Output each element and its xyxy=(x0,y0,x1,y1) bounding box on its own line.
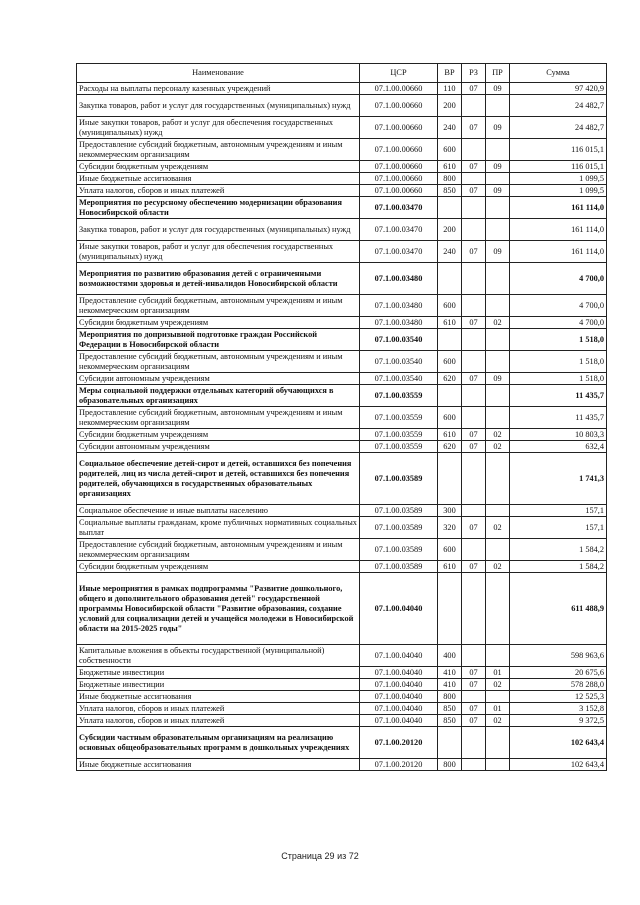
table-row xyxy=(77,329,607,351)
cell-sum: 4 700,0 xyxy=(510,295,607,317)
cell-csr: 07.1.00.20120 xyxy=(360,727,438,759)
cell-rz xyxy=(462,173,486,185)
cell-sum: 1 518,0 xyxy=(510,329,607,351)
header-name: Наименование xyxy=(77,64,360,83)
header-csr: ЦСР xyxy=(360,64,438,83)
cell-rz: 07 xyxy=(462,185,486,197)
header-vr: ВР xyxy=(438,64,462,83)
cell-vr: 800 xyxy=(438,759,462,771)
table-row xyxy=(77,505,607,517)
cell-vr xyxy=(438,727,462,759)
cell-rz xyxy=(462,139,486,161)
cell-name: Иные бюджетные ассигнования xyxy=(77,691,360,703)
cell-sum: 102 643,4 xyxy=(510,759,607,771)
cell-sum: 4 700,0 xyxy=(510,263,607,295)
cell-name: Уплата налогов, сборов и иных платежей xyxy=(77,715,360,727)
table-row xyxy=(77,185,607,197)
cell-sum: 97 420,9 xyxy=(510,83,607,95)
cell-name: Социальные выплаты гражданам, кроме публичных нормативных социальных выплат xyxy=(77,517,360,539)
cell-vr: 850 xyxy=(438,715,462,727)
cell-name: Капитальные вложения в объекты государственной (муниципальной) собственности xyxy=(77,645,360,667)
budget-table xyxy=(76,63,607,771)
cell-pr: 01 xyxy=(486,703,510,715)
cell-sum: 157,1 xyxy=(510,505,607,517)
cell-vr: 800 xyxy=(438,173,462,185)
cell-name: Уплата налогов, сборов и иных платежей xyxy=(77,703,360,715)
cell-pr: 09 xyxy=(486,117,510,139)
table-row xyxy=(77,161,607,173)
cell-sum: 4 700,0 xyxy=(510,317,607,329)
cell-rz: 07 xyxy=(462,373,486,385)
cell-csr: 07.1.00.00660 xyxy=(360,95,438,117)
cell-vr: 110 xyxy=(438,83,462,95)
cell-pr xyxy=(486,385,510,407)
table-header xyxy=(77,64,607,83)
cell-vr: 400 xyxy=(438,645,462,667)
table-row xyxy=(77,219,607,241)
table-row xyxy=(77,441,607,453)
cell-name: Субсидии бюджетным учреждениям xyxy=(77,429,360,441)
cell-csr: 07.1.00.03480 xyxy=(360,317,438,329)
cell-csr: 07.1.00.20120 xyxy=(360,759,438,771)
cell-name: Субсидии бюджетным учреждениям xyxy=(77,317,360,329)
cell-csr: 07.1.00.03559 xyxy=(360,441,438,453)
cell-vr: 850 xyxy=(438,703,462,715)
cell-rz xyxy=(462,295,486,317)
table-row xyxy=(77,645,607,667)
cell-rz xyxy=(462,197,486,219)
cell-sum: 1 099,5 xyxy=(510,185,607,197)
cell-csr: 07.1.00.03559 xyxy=(360,429,438,441)
table-row xyxy=(77,715,607,727)
cell-csr: 07.1.00.04040 xyxy=(360,691,438,703)
cell-vr: 320 xyxy=(438,517,462,539)
table-row xyxy=(77,679,607,691)
cell-rz xyxy=(462,263,486,295)
cell-name: Мероприятия по развитию образования детей с ограниченными возможностями здоровья и детей-инвалидов Новосибирской области xyxy=(77,263,360,295)
cell-vr: 610 xyxy=(438,317,462,329)
cell-rz: 07 xyxy=(462,317,486,329)
cell-rz xyxy=(462,329,486,351)
cell-name: Субсидии автономным учреждениям xyxy=(77,441,360,453)
cell-csr: 07.1.00.04040 xyxy=(360,573,438,645)
cell-vr xyxy=(438,329,462,351)
table-row xyxy=(77,241,607,263)
cell-csr: 07.1.00.03559 xyxy=(360,407,438,429)
cell-sum: 161 114,0 xyxy=(510,197,607,219)
cell-pr xyxy=(486,727,510,759)
table-row xyxy=(77,373,607,385)
cell-rz: 07 xyxy=(462,715,486,727)
cell-sum: 24 482,7 xyxy=(510,117,607,139)
table-row xyxy=(77,385,607,407)
cell-rz xyxy=(462,759,486,771)
cell-vr: 600 xyxy=(438,407,462,429)
cell-pr: 02 xyxy=(486,715,510,727)
table-row xyxy=(77,117,607,139)
cell-vr xyxy=(438,385,462,407)
cell-name: Бюджетные инвестиции xyxy=(77,679,360,691)
cell-pr xyxy=(486,295,510,317)
cell-name: Иные мероприятия в рамках подпрограммы "Развитие дошкольного, общего и дополнительного образования детей" государственной программы Новосибирской области "Развитие образования, создание условий для социализации детей и учащейся молодежи в Новосибирской области на 2015-2025 годы" xyxy=(77,573,360,645)
cell-rz xyxy=(462,645,486,667)
cell-rz xyxy=(462,407,486,429)
table-row xyxy=(77,407,607,429)
cell-rz xyxy=(462,219,486,241)
table-row xyxy=(77,295,607,317)
cell-name: Закупка товаров, работ и услуг для государственных (муниципальных) нужд xyxy=(77,219,360,241)
cell-csr: 07.1.00.00660 xyxy=(360,117,438,139)
table-row xyxy=(77,429,607,441)
cell-vr: 610 xyxy=(438,429,462,441)
cell-csr: 07.1.00.03589 xyxy=(360,539,438,561)
cell-pr: 09 xyxy=(486,373,510,385)
cell-pr xyxy=(486,645,510,667)
cell-vr xyxy=(438,573,462,645)
cell-rz: 07 xyxy=(462,117,486,139)
cell-vr xyxy=(438,263,462,295)
cell-name: Социальное обеспечение детей-сирот и детей, оставшихся без попечения родителей, лиц из числа детей-сирот и детей, оставшихся без попечения родителей, обучающихся в государственных образовательных организациях xyxy=(77,453,360,505)
cell-sum: 161 114,0 xyxy=(510,219,607,241)
cell-sum: 157,1 xyxy=(510,517,607,539)
table-row xyxy=(77,703,607,715)
cell-name: Иные бюджетные ассигнования xyxy=(77,173,360,185)
cell-name: Закупка товаров, работ и услуг для государственных (муниципальных) нужд xyxy=(77,95,360,117)
cell-name: Субсидии автономным учреждениям xyxy=(77,373,360,385)
cell-name: Субсидии частным образовательным организациям на реализацию основных общеобразовательных программ в дошкольных учреждениях xyxy=(77,727,360,759)
cell-csr: 07.1.00.00660 xyxy=(360,83,438,95)
cell-name: Иные закупки товаров, работ и услуг для обеспечения государственных (муниципальных) нужд xyxy=(77,241,360,263)
cell-vr: 200 xyxy=(438,95,462,117)
cell-name: Субсидии бюджетным учреждениям xyxy=(77,561,360,573)
cell-csr: 07.1.00.04040 xyxy=(360,703,438,715)
cell-vr: 620 xyxy=(438,373,462,385)
cell-rz: 07 xyxy=(462,441,486,453)
table-row xyxy=(77,759,607,771)
cell-sum: 12 525,3 xyxy=(510,691,607,703)
cell-sum: 10 803,3 xyxy=(510,429,607,441)
table-row xyxy=(77,351,607,373)
cell-sum: 611 488,9 xyxy=(510,573,607,645)
cell-csr: 07.1.00.04040 xyxy=(360,645,438,667)
table-row xyxy=(77,83,607,95)
cell-rz: 07 xyxy=(462,161,486,173)
header-row xyxy=(77,64,607,83)
cell-rz xyxy=(462,691,486,703)
cell-sum: 1 741,3 xyxy=(510,453,607,505)
cell-sum: 1 584,2 xyxy=(510,561,607,573)
header-sum: Сумма xyxy=(510,64,607,83)
cell-name: Мероприятия по допризывной подготовке граждан Российской Федерации в Новосибирской области xyxy=(77,329,360,351)
cell-csr: 07.1.00.04040 xyxy=(360,679,438,691)
cell-csr: 07.1.00.03540 xyxy=(360,329,438,351)
cell-rz xyxy=(462,573,486,645)
cell-name: Иные бюджетные ассигнования xyxy=(77,759,360,771)
cell-csr: 07.1.00.03540 xyxy=(360,373,438,385)
cell-name: Предоставление субсидий бюджетным, автономным учреждениям и иным некоммерческим организациям xyxy=(77,407,360,429)
cell-vr: 600 xyxy=(438,539,462,561)
table-row xyxy=(77,453,607,505)
cell-pr xyxy=(486,759,510,771)
cell-pr xyxy=(486,505,510,517)
cell-sum: 1 518,0 xyxy=(510,373,607,385)
cell-rz: 07 xyxy=(462,517,486,539)
table-row xyxy=(77,727,607,759)
cell-pr: 02 xyxy=(486,429,510,441)
cell-pr xyxy=(486,351,510,373)
cell-csr: 07.1.00.00660 xyxy=(360,161,438,173)
cell-pr xyxy=(486,329,510,351)
cell-pr: 09 xyxy=(486,83,510,95)
cell-vr: 620 xyxy=(438,441,462,453)
cell-vr: 850 xyxy=(438,185,462,197)
cell-pr: 02 xyxy=(486,317,510,329)
table-row xyxy=(77,197,607,219)
cell-sum: 11 435,7 xyxy=(510,385,607,407)
cell-sum: 1 518,0 xyxy=(510,351,607,373)
cell-sum: 11 435,7 xyxy=(510,407,607,429)
cell-vr: 410 xyxy=(438,679,462,691)
cell-pr: 02 xyxy=(486,679,510,691)
cell-name: Расходы на выплаты персоналу казенных учреждений xyxy=(77,83,360,95)
cell-name: Мероприятия по ресурсному обеспечению модернизации образования Новосибирской области xyxy=(77,197,360,219)
cell-name: Предоставление субсидий бюджетным, автономным учреждениям и иным некоммерческим организациям xyxy=(77,139,360,161)
cell-vr: 200 xyxy=(438,219,462,241)
cell-rz: 07 xyxy=(462,83,486,95)
cell-pr xyxy=(486,539,510,561)
table-row xyxy=(77,573,607,645)
cell-csr: 07.1.00.03589 xyxy=(360,517,438,539)
cell-rz xyxy=(462,95,486,117)
cell-rz xyxy=(462,727,486,759)
cell-csr: 07.1.00.00660 xyxy=(360,139,438,161)
cell-csr: 07.1.00.03480 xyxy=(360,263,438,295)
cell-pr xyxy=(486,139,510,161)
cell-sum: 9 372,5 xyxy=(510,715,607,727)
table-row xyxy=(77,667,607,679)
cell-csr: 07.1.00.04040 xyxy=(360,667,438,679)
table-row xyxy=(77,517,607,539)
table-row xyxy=(77,173,607,185)
cell-csr: 07.1.00.00660 xyxy=(360,173,438,185)
cell-csr: 07.1.00.03540 xyxy=(360,351,438,373)
cell-sum: 3 152,8 xyxy=(510,703,607,715)
cell-pr xyxy=(486,219,510,241)
cell-csr: 07.1.00.04040 xyxy=(360,715,438,727)
cell-pr xyxy=(486,691,510,703)
cell-name: Социальное обеспечение и иные выплаты населению xyxy=(77,505,360,517)
cell-vr: 800 xyxy=(438,691,462,703)
cell-rz xyxy=(462,351,486,373)
cell-vr: 610 xyxy=(438,561,462,573)
cell-name: Иные закупки товаров, работ и услуг для обеспечения государственных (муниципальных) нужд xyxy=(77,117,360,139)
cell-rz: 07 xyxy=(462,667,486,679)
cell-vr: 240 xyxy=(438,241,462,263)
cell-pr xyxy=(486,95,510,117)
cell-rz: 07 xyxy=(462,561,486,573)
cell-csr: 07.1.00.03589 xyxy=(360,505,438,517)
cell-pr: 02 xyxy=(486,517,510,539)
cell-csr: 07.1.00.03589 xyxy=(360,453,438,505)
cell-name: Бюджетные инвестиции xyxy=(77,667,360,679)
table-row xyxy=(77,263,607,295)
cell-pr xyxy=(486,407,510,429)
cell-pr xyxy=(486,197,510,219)
cell-pr xyxy=(486,453,510,505)
cell-sum: 632,4 xyxy=(510,441,607,453)
cell-pr xyxy=(486,263,510,295)
cell-name: Предоставление субсидий бюджетным, автономным учреждениям и иным некоммерческим организациям xyxy=(77,351,360,373)
cell-csr: 07.1.00.03470 xyxy=(360,197,438,219)
cell-vr: 240 xyxy=(438,117,462,139)
cell-rz: 07 xyxy=(462,679,486,691)
cell-vr xyxy=(438,453,462,505)
cell-sum: 102 643,4 xyxy=(510,727,607,759)
cell-pr: 09 xyxy=(486,185,510,197)
cell-sum: 578 288,0 xyxy=(510,679,607,691)
table-row xyxy=(77,539,607,561)
cell-csr: 07.1.00.03589 xyxy=(360,561,438,573)
table-row xyxy=(77,561,607,573)
cell-pr xyxy=(486,573,510,645)
cell-pr: 09 xyxy=(486,161,510,173)
cell-vr: 410 xyxy=(438,667,462,679)
cell-rz: 07 xyxy=(462,429,486,441)
cell-name: Предоставление субсидий бюджетным, автономным учреждениям и иным некоммерческим организациям xyxy=(77,295,360,317)
cell-name: Меры социальной поддержки отдельных категорий обучающихся в образовательных организациях xyxy=(77,385,360,407)
cell-name: Предоставление субсидий бюджетным, автономным учреждениям и иным некоммерческим организациям xyxy=(77,539,360,561)
cell-csr: 07.1.00.03559 xyxy=(360,385,438,407)
cell-sum: 1 584,2 xyxy=(510,539,607,561)
cell-csr: 07.1.00.00660 xyxy=(360,185,438,197)
table-row xyxy=(77,317,607,329)
cell-vr: 600 xyxy=(438,351,462,373)
cell-sum: 116 015,1 xyxy=(510,161,607,173)
cell-pr: 01 xyxy=(486,667,510,679)
cell-rz: 07 xyxy=(462,241,486,263)
cell-rz xyxy=(462,505,486,517)
cell-rz xyxy=(462,385,486,407)
header-pr: ПР xyxy=(486,64,510,83)
cell-rz: 07 xyxy=(462,703,486,715)
table-row xyxy=(77,691,607,703)
table-row xyxy=(77,139,607,161)
cell-sum: 1 099,5 xyxy=(510,173,607,185)
cell-name: Субсидии бюджетным учреждениям xyxy=(77,161,360,173)
cell-csr: 07.1.00.03480 xyxy=(360,295,438,317)
table-row xyxy=(77,95,607,117)
cell-csr: 07.1.00.03470 xyxy=(360,241,438,263)
cell-sum: 20 675,6 xyxy=(510,667,607,679)
cell-vr: 300 xyxy=(438,505,462,517)
cell-rz xyxy=(462,539,486,561)
cell-vr xyxy=(438,197,462,219)
cell-pr: 02 xyxy=(486,561,510,573)
cell-sum: 161 114,0 xyxy=(510,241,607,263)
table-body xyxy=(77,83,607,771)
cell-vr: 600 xyxy=(438,295,462,317)
cell-pr: 09 xyxy=(486,241,510,263)
cell-rz xyxy=(462,453,486,505)
cell-sum: 116 015,1 xyxy=(510,139,607,161)
cell-pr xyxy=(486,173,510,185)
header-rz: РЗ xyxy=(462,64,486,83)
page-number: Страница 29 из 72 xyxy=(281,851,359,861)
cell-vr: 610 xyxy=(438,161,462,173)
cell-sum: 24 482,7 xyxy=(510,95,607,117)
cell-vr: 600 xyxy=(438,139,462,161)
cell-name: Уплата налогов, сборов и иных платежей xyxy=(77,185,360,197)
cell-csr: 07.1.00.03470 xyxy=(360,219,438,241)
cell-sum: 598 963,6 xyxy=(510,645,607,667)
cell-pr: 02 xyxy=(486,441,510,453)
